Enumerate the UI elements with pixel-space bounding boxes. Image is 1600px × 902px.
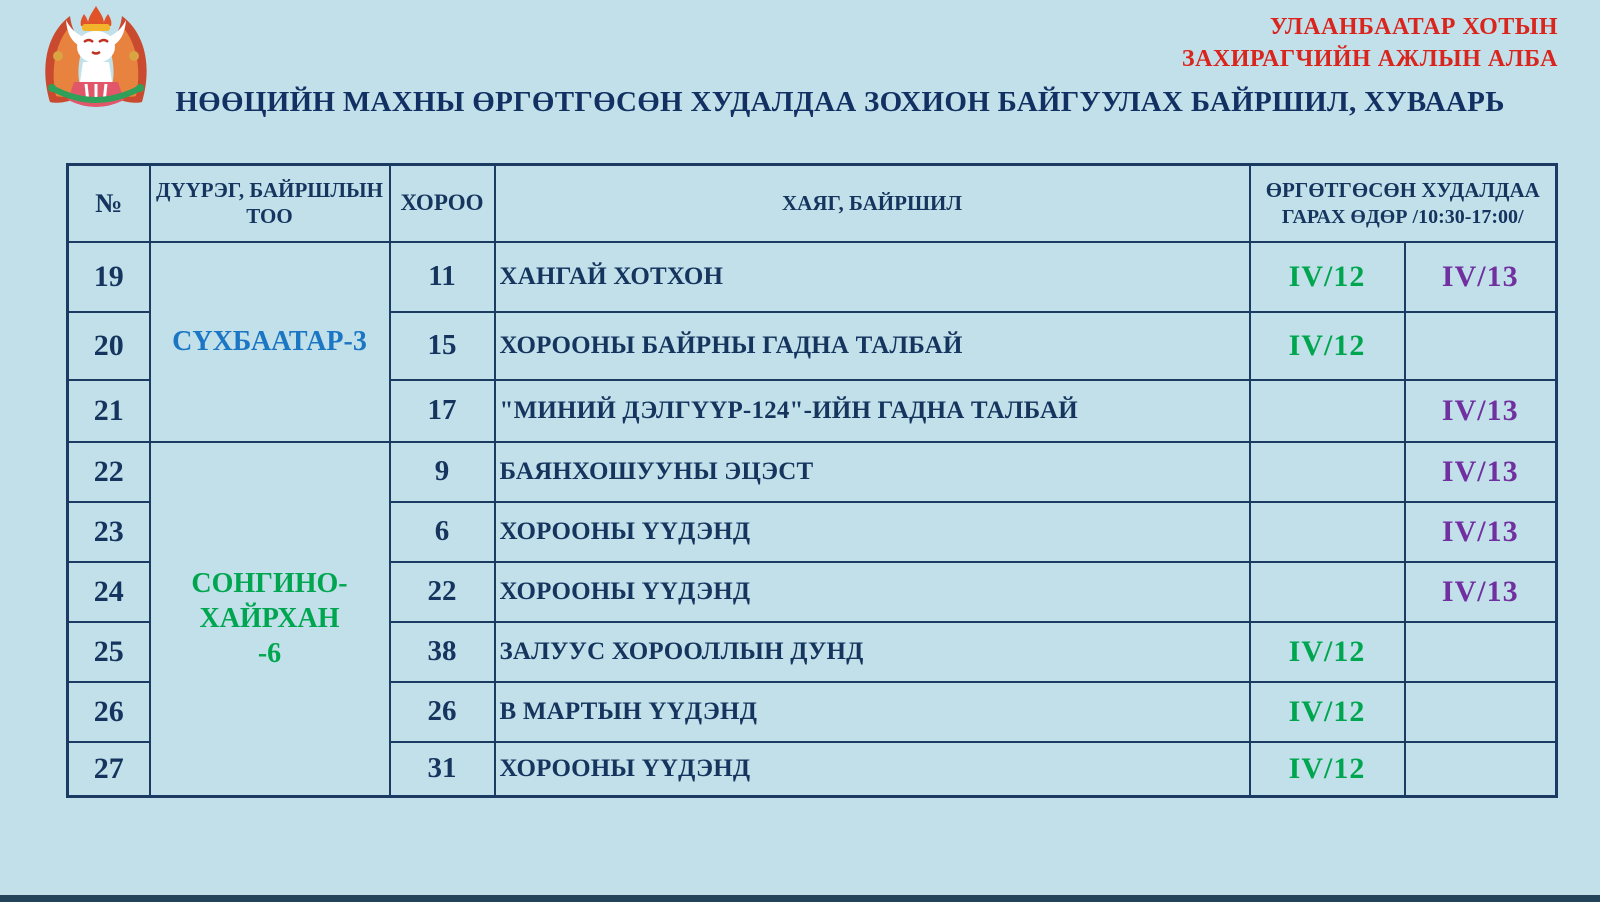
address-cell: "МИНИЙ ДЭЛГҮҮР-124"-ИЙН ГАДНА ТАЛБАЙ — [495, 380, 1250, 442]
khoroo-cell: 9 — [390, 442, 495, 502]
row-number-cell: 20 — [68, 312, 150, 380]
date-iv13-cell — [1405, 312, 1557, 380]
date-iv12-cell: IV/12 — [1250, 242, 1405, 312]
row-number-cell: 27 — [68, 742, 150, 797]
address-cell: ХОРООНЫ ҮҮДЭНД — [495, 502, 1250, 562]
khoroo-cell: 31 — [390, 742, 495, 797]
date-iv13-cell: IV/13 — [1405, 442, 1557, 502]
table-row — [68, 242, 1557, 312]
district-label-line2: ХАЙРХАН — [199, 603, 340, 635]
date-iv12-cell: IV/12 — [1250, 312, 1405, 380]
row-number-cell: 19 — [68, 242, 150, 312]
organization-name-line2: ЗАХИРАГЧИЙН АЖЛЫН АЛБА — [1181, 45, 1558, 72]
date-iv12-cell: IV/12 — [1250, 622, 1405, 682]
date-iv13-cell — [1405, 742, 1557, 797]
header-schedule — [1250, 165, 1557, 242]
district-label-line3: -6 — [257, 638, 282, 670]
schedule-table — [66, 163, 1558, 798]
address-cell: В МАРТЫН ҮҮДЭНД — [495, 682, 1250, 742]
header-district: ДҮҮРЭГ, БАЙРШЛЫН ТОО — [150, 165, 390, 242]
khoroo-cell: 38 — [390, 622, 495, 682]
khoroo-cell: 15 — [390, 312, 495, 380]
date-iv13-cell — [1405, 682, 1557, 742]
address-cell: БАЯНХОШУУНЫ ЭЦЭСТ — [495, 442, 1250, 502]
khoroo-cell: 6 — [390, 502, 495, 562]
address-cell: ЗАЛУУС ХОРООЛЛЫН ДУНД — [495, 622, 1250, 682]
row-number-cell: 26 — [68, 682, 150, 742]
header-no: № — [68, 165, 150, 242]
district-cell-sukhbaatar — [150, 242, 390, 442]
table-row — [68, 442, 1557, 502]
table-header-row — [68, 165, 1557, 242]
row-number-cell: 22 — [68, 442, 150, 502]
header-address: ХАЯГ, БАЙРШИЛ — [495, 165, 1250, 242]
organization-name — [1182, 12, 1558, 75]
khoroo-cell: 11 — [390, 242, 495, 312]
district-label-line1: СОНГИНО- — [191, 568, 348, 600]
khoroo-cell: 17 — [390, 380, 495, 442]
date-iv12-cell — [1250, 380, 1405, 442]
date-iv13-cell: IV/13 — [1405, 502, 1557, 562]
date-iv13-cell: IV/13 — [1405, 242, 1557, 312]
address-cell: ХАНГАЙ ХОТХОН — [495, 242, 1250, 312]
row-number-cell: 23 — [68, 502, 150, 562]
district-label: СҮХБААТАР-3 — [172, 326, 367, 357]
date-iv13-cell: IV/13 — [1405, 562, 1557, 622]
row-number-cell: 24 — [68, 562, 150, 622]
khoroo-cell: 26 — [390, 682, 495, 742]
date-iv13-cell — [1405, 622, 1557, 682]
date-iv12-cell: IV/12 — [1250, 682, 1405, 742]
date-iv12-cell: IV/12 — [1250, 742, 1405, 797]
date-iv12-cell — [1250, 442, 1405, 502]
page-title: НӨӨЦИЙН МАХНЫ ӨРГӨТГӨСӨН ХУДАЛДАА ЗОХИОН БАЙГУУЛАХ БАЙРШИЛ, ХУВААРЬ — [175, 86, 1505, 118]
header-khoroo: ХОРОО — [390, 165, 495, 242]
header-schedule-line2: ГАРАХ ӨДӨР /10:30-17:00/ — [1281, 205, 1524, 228]
address-cell: ХОРООНЫ ҮҮДЭНД — [495, 562, 1250, 622]
khoroo-cell: 22 — [390, 562, 495, 622]
row-number-cell: 21 — [68, 380, 150, 442]
organization-name-line1: УЛААНБААТАР ХОТЫН — [1269, 14, 1558, 40]
header-schedule-line1: ӨРГӨТГӨСӨН ХУДАЛДАА — [1265, 177, 1540, 202]
address-cell: ХОРООНЫ БАЙРНЫ ГАДНА ТАЛБАЙ — [495, 312, 1250, 380]
date-iv12-cell — [1250, 502, 1405, 562]
district-cell-songinokhairkhan — [150, 442, 390, 797]
date-iv12-cell — [1250, 562, 1405, 622]
bottom-divider-bar — [0, 895, 1600, 902]
row-number-cell: 25 — [68, 622, 150, 682]
date-iv13-cell: IV/13 — [1405, 380, 1557, 442]
address-cell: ХОРООНЫ ҮҮДЭНД — [495, 742, 1250, 797]
